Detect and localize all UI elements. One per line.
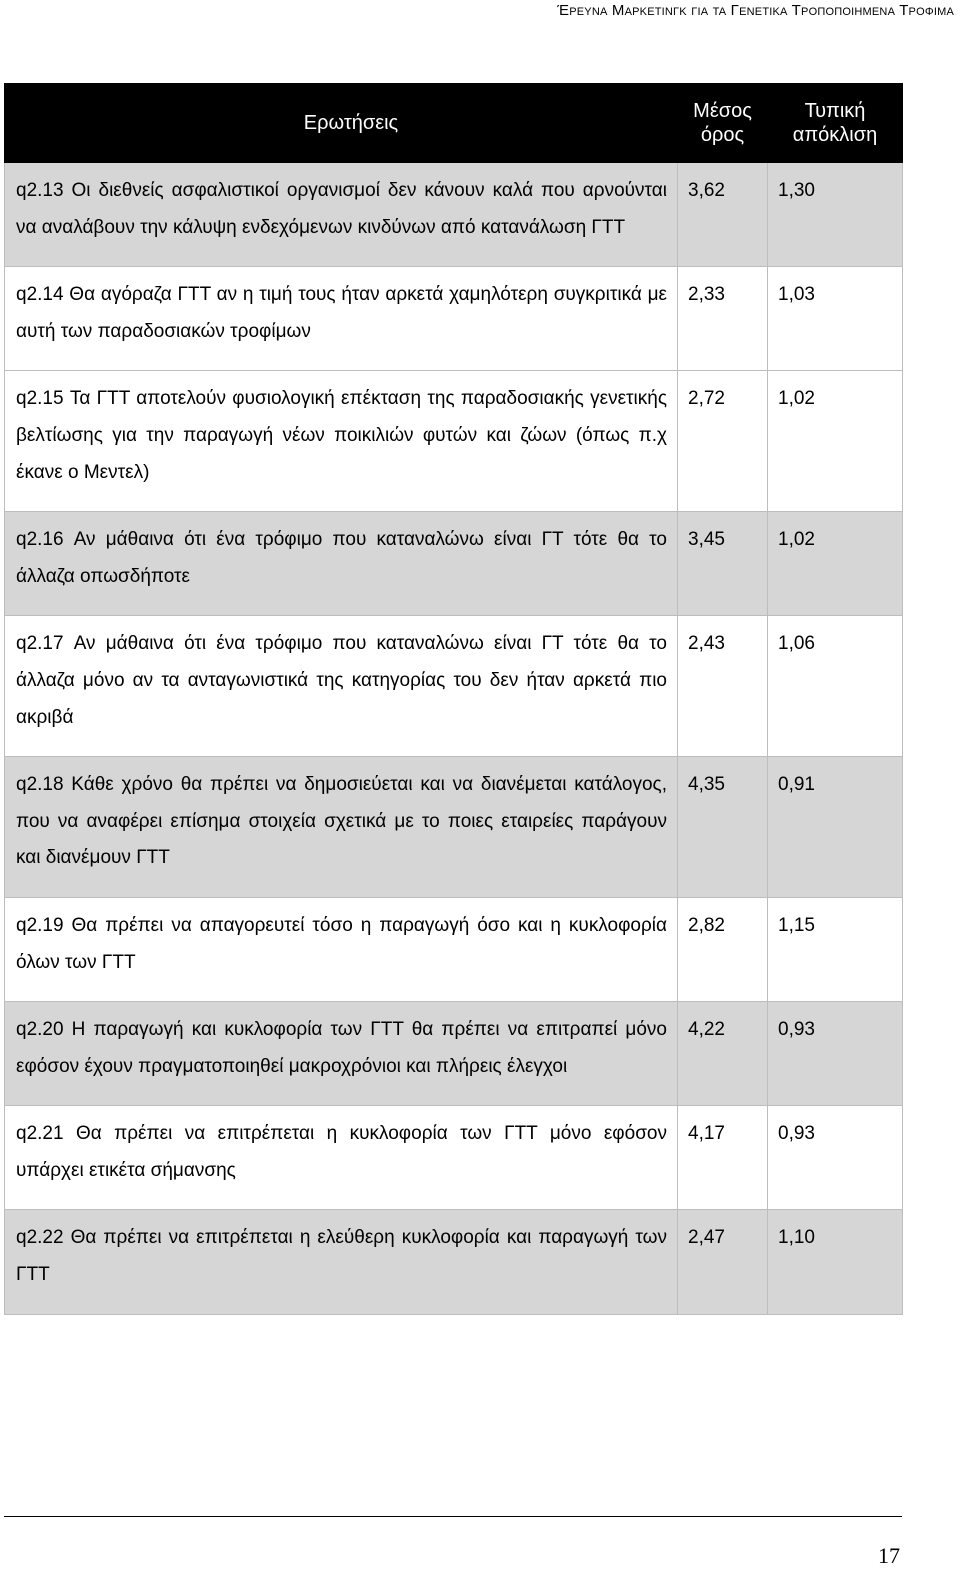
- table-row: [5, 163, 903, 267]
- table-row: [5, 1210, 903, 1314]
- question-cell: q2.17 Αν μάθαινα ότι ένα τρόφιμο που καταναλώνω είναι ΓΤ τότε θα το άλλαζα μόνο αν τα ανταγωνιστικά της κατηγορίας του δεν ήταν αρκετά πιο ακριβά: [5, 616, 678, 757]
- sd-cell: 1,15: [768, 897, 903, 1001]
- mean-cell: 4,22: [678, 1002, 768, 1106]
- column-header-mean: Μέσος όρος: [678, 84, 768, 163]
- question-cell: q2.20 Η παραγωγή και κυκλοφορία των ΓΤΤ θα πρέπει να επιτραπεί μόνο εφόσον έχουν πραγματοποιηθεί μακροχρόνιοι και πλήρεις έλεγχοι: [5, 1002, 678, 1106]
- mean-cell: 4,35: [678, 757, 768, 898]
- table-row: [5, 757, 903, 898]
- mean-cell: 2,47: [678, 1210, 768, 1314]
- sd-cell: 1,10: [768, 1210, 903, 1314]
- mean-cell: 2,33: [678, 267, 768, 371]
- sd-cell: 1,02: [768, 512, 903, 616]
- table-row: [5, 1106, 903, 1210]
- question-cell: q2.16 Αν μάθαινα ότι ένα τρόφιμο που καταναλώνω είναι ΓΤ τότε θα το άλλαζα οπωσδήποτε: [5, 512, 678, 616]
- mean-cell: 2,72: [678, 371, 768, 512]
- table-row: [5, 267, 903, 371]
- question-cell: q2.14 Θα αγόραζα ΓΤΤ αν η τιμή τους ήταν αρκετά χαμηλότερη συγκριτικά με αυτή των παραδοσιακών τροφίμων: [5, 267, 678, 371]
- mean-cell: 4,17: [678, 1106, 768, 1210]
- sd-cell: 1,30: [768, 163, 903, 267]
- table-row: [5, 512, 903, 616]
- question-cell: q2.22 Θα πρέπει να επιτρέπεται η ελεύθερη κυκλοφορία και παραγωγή των ΓΤΤ: [5, 1210, 678, 1314]
- table-row: [5, 371, 903, 512]
- mean-cell: 3,45: [678, 512, 768, 616]
- table-row: [5, 1002, 903, 1106]
- mean-cell: 2,43: [678, 616, 768, 757]
- mean-cell: 3,62: [678, 163, 768, 267]
- survey-results-table: [4, 83, 903, 1315]
- column-header-questions: Ερωτήσεις: [5, 84, 678, 163]
- question-cell: q2.19 Θα πρέπει να απαγορευτεί τόσο η παραγωγή όσο και η κυκλοφορία όλων των ΓΤΤ: [5, 897, 678, 1001]
- sd-cell: 1,02: [768, 371, 903, 512]
- table-row: [5, 897, 903, 1001]
- table-header-row: [5, 84, 903, 163]
- footer-divider: [4, 1516, 902, 1517]
- question-cell: q2.18 Κάθε χρόνο θα πρέπει να δημοσιεύεται και να διανέμεται κατάλογος, που να αναφέρει επίσημα στοιχεία σχετικά με το ποιες εταιρείες παράγουν και διανέμουν ΓΤΤ: [5, 757, 678, 898]
- page-number: 17: [878, 1543, 900, 1568]
- running-header: Έρευνα Μαρκετινγκ για τα Γενετικα Τροποποιημενα Τροφιμα: [557, 2, 954, 19]
- sd-cell: 0,91: [768, 757, 903, 898]
- sd-cell: 0,93: [768, 1002, 903, 1106]
- question-cell: q2.15 Τα ΓΤΤ αποτελούν φυσιολογική επέκταση της παραδοσιακής γενετικής βελτίωσης για την παραγωγή νέων ποικιλιών φυτών και ζώων (όπως π.χ έκανε ο Μεντελ): [5, 371, 678, 512]
- question-cell: q2.21 Θα πρέπει να επιτρέπεται η κυκλοφορία των ΓΤΤ μόνο εφόσον υπάρχει ετικέτα σήμανσης: [5, 1106, 678, 1210]
- sd-cell: 1,03: [768, 267, 903, 371]
- mean-cell: 2,82: [678, 897, 768, 1001]
- sd-cell: 0,93: [768, 1106, 903, 1210]
- column-header-sd: Τυπική απόκλιση: [768, 84, 903, 163]
- table-row: [5, 616, 903, 757]
- question-cell: q2.13 Οι διεθνείς ασφαλιστικοί οργανισμοί δεν κάνουν καλά που αρνούνται να αναλάβουν την κάλυψη ενδεχόμενων κινδύνων από κατανάλωση ΓΤΤ: [5, 163, 678, 267]
- sd-cell: 1,06: [768, 616, 903, 757]
